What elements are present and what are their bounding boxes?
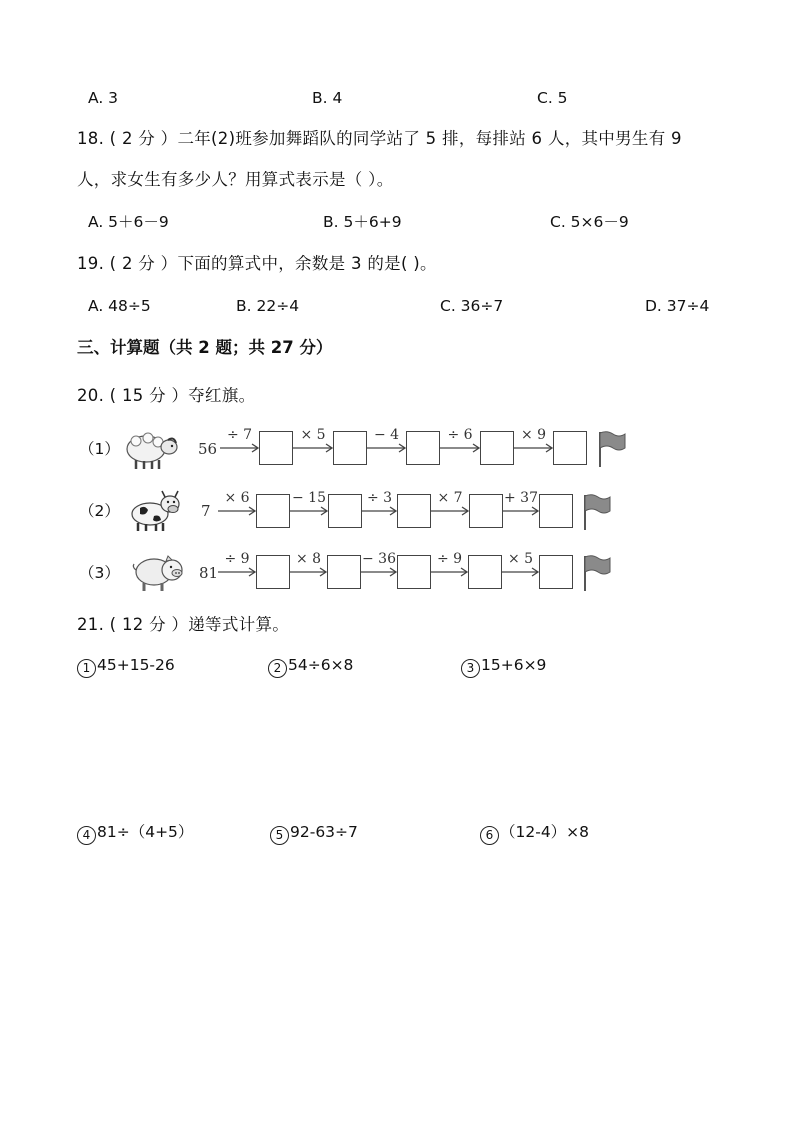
q17-option-c: C. 5	[537, 89, 568, 107]
start-number: 81	[199, 564, 219, 582]
q18-text-line2: 人，求女生有多少人？用算式表示是（ ）。	[77, 170, 394, 189]
q21-title: 21. ( 12 分 ）递等式计算。	[77, 615, 290, 634]
calc-expression: 45+15-26	[97, 656, 175, 674]
calc-item-2	[268, 655, 353, 678]
calc-item-3	[461, 655, 546, 678]
answer-box[interactable]	[468, 555, 502, 589]
answer-box[interactable]	[333, 431, 367, 465]
start-number: 56	[198, 440, 218, 458]
arrow-right-icon	[293, 443, 333, 453]
q20-title: 20. ( 15 分 ）夺红旗。	[77, 386, 256, 405]
answer-box[interactable]	[328, 494, 362, 528]
answer-box[interactable]	[327, 555, 361, 589]
q18-option-a: A. 5＋6－9	[88, 213, 169, 231]
row-label: （3）	[79, 564, 120, 582]
answer-box[interactable]	[406, 431, 440, 465]
arrow-right-icon	[503, 506, 539, 516]
arrow-right-icon	[290, 567, 327, 577]
section-title: 三、计算题（共 2 题；共 27 分）	[77, 338, 333, 357]
pig-icon	[130, 550, 186, 594]
q19-option-a: A. 48÷5	[88, 297, 151, 315]
start-number: 7	[201, 502, 211, 520]
answer-box[interactable]	[397, 494, 431, 528]
operation-label: ÷ 7	[226, 427, 253, 443]
operation-label: ÷ 9	[436, 551, 463, 567]
q19-option-d: D. 37÷4	[645, 297, 710, 315]
arrow-right-icon	[218, 506, 256, 516]
arrow-right-icon	[218, 567, 256, 577]
calc-expression: （12-4）×8	[500, 823, 590, 841]
arrow-right-icon	[440, 443, 480, 453]
operation-label: + 37	[504, 490, 538, 506]
answer-box[interactable]	[539, 555, 573, 589]
calc-expression: 81÷（4+5）	[97, 823, 194, 841]
flag-icon	[582, 493, 612, 531]
answer-box[interactable]	[480, 431, 514, 465]
operation-label: × 6	[224, 490, 250, 506]
q19-option-c: C. 36÷7	[440, 297, 504, 315]
answer-box[interactable]	[469, 494, 503, 528]
cow-icon	[126, 488, 182, 532]
flag-chain-row-3	[0, 548, 794, 598]
arrow-right-icon	[290, 506, 328, 516]
circled-number: 2	[268, 659, 287, 678]
calc-item-1	[77, 655, 175, 678]
operation-label: × 7	[437, 490, 463, 506]
arrow-right-icon	[367, 443, 406, 453]
calc-expression: 54÷6×8	[288, 656, 354, 674]
answer-box[interactable]	[539, 494, 573, 528]
arrow-right-icon	[502, 567, 539, 577]
flag-icon	[582, 554, 612, 592]
flag-chain-row-1	[0, 424, 794, 474]
operation-label: × 5	[300, 427, 326, 443]
circled-number: 5	[270, 826, 289, 845]
circled-number: 3	[461, 659, 480, 678]
arrow-right-icon	[431, 506, 469, 516]
operation-label: − 36	[362, 551, 396, 567]
arrow-right-icon	[220, 443, 259, 453]
calc-item-4	[77, 822, 193, 845]
operation-label: ÷ 9	[224, 551, 250, 567]
operation-label: ÷ 6	[447, 427, 473, 443]
flag-icon	[597, 430, 627, 468]
calc-item-5	[270, 822, 358, 845]
arrow-right-icon	[431, 567, 468, 577]
arrow-right-icon	[361, 567, 397, 577]
operation-label: ÷ 3	[366, 490, 393, 506]
answer-box[interactable]	[397, 555, 431, 589]
flag-chain-row-2	[0, 488, 794, 538]
q18-option-c: C. 5×6－9	[550, 213, 629, 231]
arrow-right-icon	[362, 506, 397, 516]
q19-option-b: B. 22÷4	[236, 297, 300, 315]
q18-option-b: B. 5＋6+9	[323, 213, 402, 231]
q19-text: 19. ( 2 分 ）下面的算式中，余数是 3 的是( )。	[77, 254, 437, 273]
operation-label: − 15	[292, 490, 326, 506]
circled-number: 1	[77, 659, 96, 678]
answer-box[interactable]	[256, 555, 290, 589]
sheep-icon	[124, 427, 180, 471]
q17-option-b: B. 4	[312, 89, 343, 107]
operation-label: − 4	[373, 427, 400, 443]
calc-expression: 15+6×9	[481, 656, 547, 674]
operation-label: × 8	[295, 551, 322, 567]
operation-label: × 9	[520, 427, 547, 443]
arrow-right-icon	[514, 443, 553, 453]
answer-box[interactable]	[553, 431, 587, 465]
q17-option-a: A. 3	[88, 89, 119, 107]
circled-number: 6	[480, 826, 499, 845]
calc-expression: 92-63÷7	[290, 823, 358, 841]
calc-item-6	[480, 822, 589, 845]
row-label: （2）	[79, 502, 120, 520]
answer-box[interactable]	[256, 494, 290, 528]
circled-number: 4	[77, 826, 96, 845]
q18-text-line1: 18. ( 2 分 ）二年(2)班参加舞蹈队的同学站了 5 排，每排站 6 人，其中男生有 9	[77, 129, 682, 148]
operation-label: × 5	[507, 551, 534, 567]
row-label: （1）	[79, 440, 120, 458]
answer-box[interactable]	[259, 431, 293, 465]
